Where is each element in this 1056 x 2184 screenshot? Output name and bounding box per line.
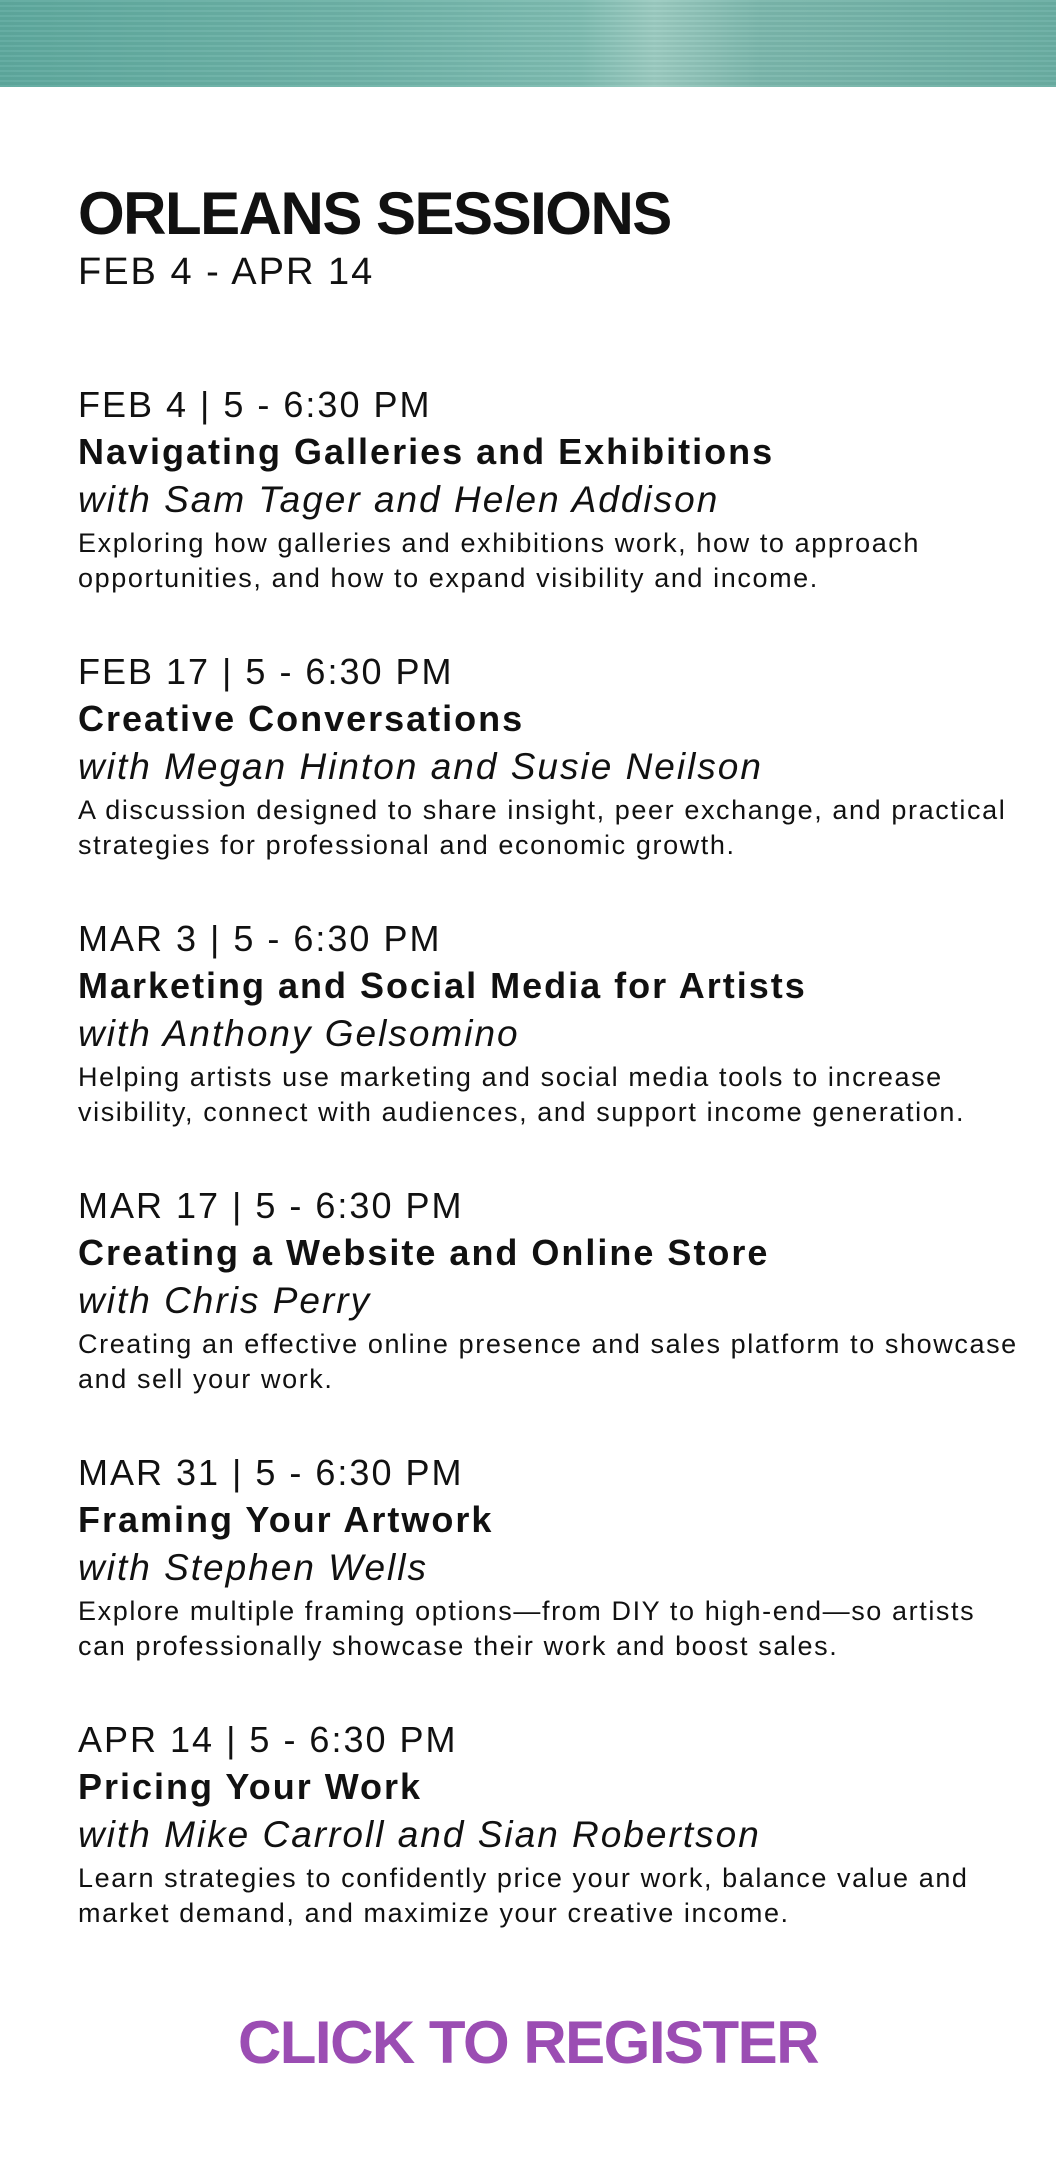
session-item <box>78 1450 1018 1664</box>
session-date: MAR 3 | 5 - 6:30 PM <box>78 918 442 959</box>
page-header <box>78 180 998 294</box>
session-date: FEB 4 | 5 - 6:30 PM <box>78 384 432 425</box>
session-title: Navigating Galleries and Exhibitions <box>78 431 775 472</box>
session-presenter: with Sam Tager and Helen Addison <box>78 479 720 520</box>
header-banner <box>0 0 1056 87</box>
session-description: A discussion designed to share insight, peer exchange, and practical strategies for professional and economic growth. <box>78 795 1007 860</box>
session-date: MAR 31 | 5 - 6:30 PM <box>78 1452 464 1493</box>
register-section <box>0 2005 1056 2081</box>
session-title: Pricing Your Work <box>78 1766 423 1807</box>
date-range: FEB 4 - APR 14 <box>78 251 375 293</box>
session-description: Helping artists use marketing and social media tools to increase visibility, connect with audiences, and support income generation. <box>78 1062 966 1127</box>
session-description: Creating an effective online presence and sales platform to showcase and sell your work. <box>78 1329 1018 1394</box>
session-item <box>78 382 1018 596</box>
session-description: Learn strategies to confidently price your work, balance value and market demand, and maximize your creative income. <box>78 1863 969 1928</box>
sessions-list <box>78 382 1018 1984</box>
session-description: Explore multiple framing options—from DIY to high-end—so artists can professionally showcase their work and boost sales. <box>78 1596 976 1661</box>
session-item <box>78 1183 1018 1397</box>
page-title: ORLEANS SESSIONS <box>78 180 671 247</box>
session-item <box>78 649 1018 863</box>
session-presenter: with Anthony Gelsomino <box>78 1013 520 1054</box>
session-date: APR 14 | 5 - 6:30 PM <box>78 1719 458 1760</box>
session-date: FEB 17 | 5 - 6:30 PM <box>78 651 454 692</box>
session-title: Marketing and Social Media for Artists <box>78 965 807 1006</box>
session-description: Exploring how galleries and exhibitions work, how to approach opportunities, and how to expand visibility and income. <box>78 528 921 593</box>
session-presenter: with Stephen Wells <box>78 1547 428 1588</box>
session-presenter: with Megan Hinton and Susie Neilson <box>78 746 763 787</box>
session-title: Creating a Website and Online Store <box>78 1232 770 1273</box>
session-item <box>78 916 1018 1130</box>
session-title: Creative Conversations <box>78 698 525 739</box>
session-presenter: with Chris Perry <box>78 1280 372 1321</box>
session-date: MAR 17 | 5 - 6:30 PM <box>78 1185 464 1226</box>
session-item <box>78 1717 1018 1931</box>
session-title: Framing Your Artwork <box>78 1499 494 1540</box>
register-button[interactable]: CLICK TO REGISTER <box>237 2009 819 2076</box>
session-presenter: with Mike Carroll and Sian Robertson <box>78 1814 761 1855</box>
